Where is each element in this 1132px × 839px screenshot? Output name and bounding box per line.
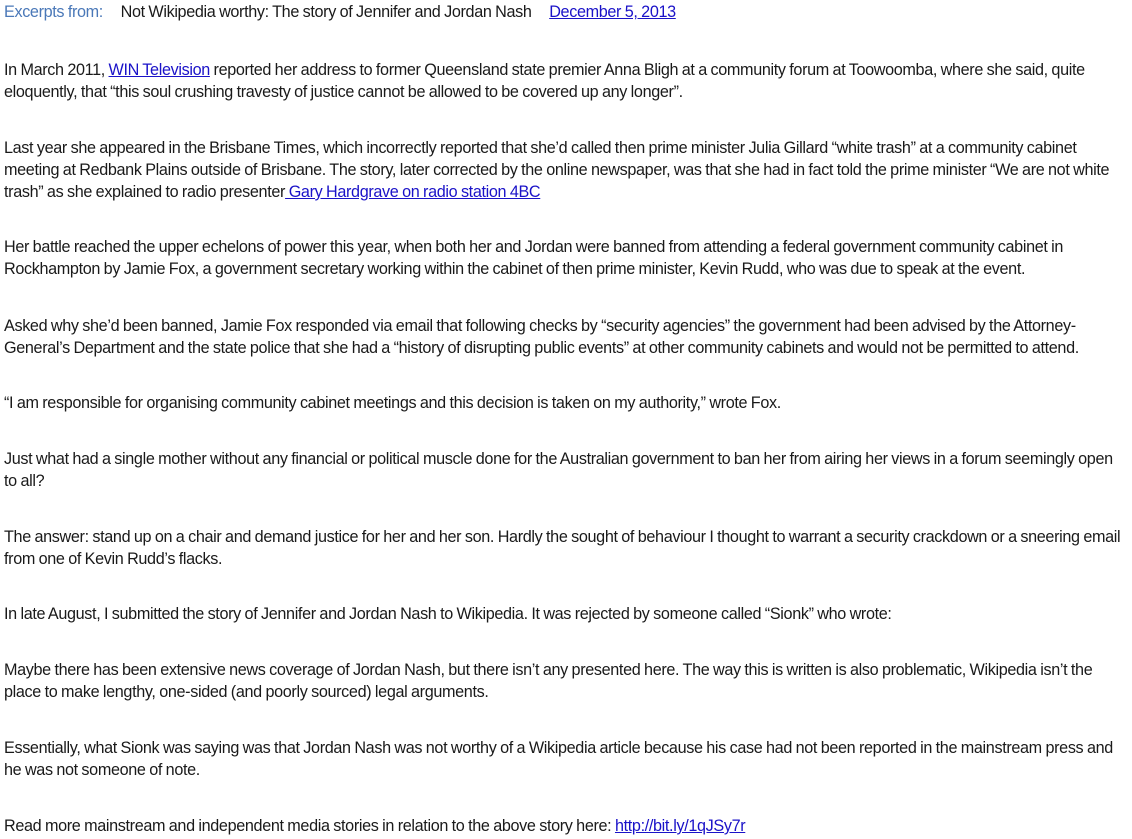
date-link[interactable]: December 5, 2013 xyxy=(549,3,676,21)
paragraph-essentially: Essentially, what Sionk was saying was that Jordan Nash was not worthy of a Wikipedia article because his case had not been reported in the mainstream press and he was not someone of note. xyxy=(4,739,1113,779)
paragraph-single-mother: Just what had a single mother without any financial or political muscle done for the Australian government to ban her from airing her views in a forum seemingly open to all? xyxy=(4,450,1113,490)
paragraph-banned: Her battle reached the upper echelons of power this year, when both her and Jordan were banned from attending a federal government community cabinet in Rockhampton by Jamie Fox, a government secretary working within the cabinet of then prime minister, Kevin Rudd, who was due to speak at the event. xyxy=(4,238,1064,278)
paragraph-read-more xyxy=(4,815,1128,837)
excerpt-label: Excerpts from: xyxy=(4,3,103,21)
paragraph-brisbane-times xyxy=(4,137,1128,203)
paragraph-submitted: In late August, I submitted the story of Jennifer and Jordan Nash to Wikipedia. It was rejected by someone called “Sionk” who wrote: xyxy=(4,605,892,623)
win-television-link[interactable]: WIN Television xyxy=(108,61,210,79)
paragraph-text: Read more mainstream and independent media stories in relation to the above story here: xyxy=(4,817,615,835)
paragraph-text: reported her address to former Queensland state premier Anna Bligh at a community forum at Toowoomba, where she said, quite eloquently, that “this soul crushing travesty of justice cannot be allowed to be covered up any longer”. xyxy=(4,61,1085,101)
paragraph-text: In March 2011, xyxy=(4,61,109,79)
article-title: Not Wikipedia worthy: The story of Jennifer and Jordan Nash xyxy=(120,3,532,21)
gary-hardgrave-link[interactable]: Gary Hardgrave on radio station 4BC xyxy=(285,183,541,201)
paragraph-fox-quote: “I am responsible for organising community cabinet meetings and this decision is taken on my authority,” wrote Fox. xyxy=(4,394,781,412)
paragraph-answer: The answer: stand up on a chair and demand justice for her and her son. Hardly the sought of behaviour I thought to warrant a security crackdown or a sneering email from one of Kevin Rudd’s flacks. xyxy=(4,528,1121,568)
paragraph-sionk-quote: Maybe there has been extensive news coverage of Jordan Nash, but there isn’t any presented here. The way this is written is also problematic, Wikipedia isn’t the place to make lengthy, one-sided (and poorly sourced) legal arguments. xyxy=(4,661,1093,701)
paragraph-text: Last year she appeared in the Brisbane Times, which incorrectly reported that she’d called then prime minister Julia Gillard “white trash” at a community cabinet meeting at Redbank Plains outside of Brisbane. The story, later corrected by the online newspaper, was that she had in fact told the prime minister “We are not white trash” as she explained to radio presenter xyxy=(4,139,1110,201)
article-header xyxy=(4,1,676,23)
paragraph-win-television xyxy=(4,59,1128,103)
paragraph-security-agencies: Asked why she’d been banned, Jamie Fox responded via email that following checks by “security agencies” the government had been advised by the Attorney-General’s Department and the state police that she had a “history of disrupting public events” at other community cabinets and would not be permitted to attend. xyxy=(4,317,1079,357)
bitly-link[interactable]: http://bit.ly/1qJSy7r xyxy=(614,817,746,835)
